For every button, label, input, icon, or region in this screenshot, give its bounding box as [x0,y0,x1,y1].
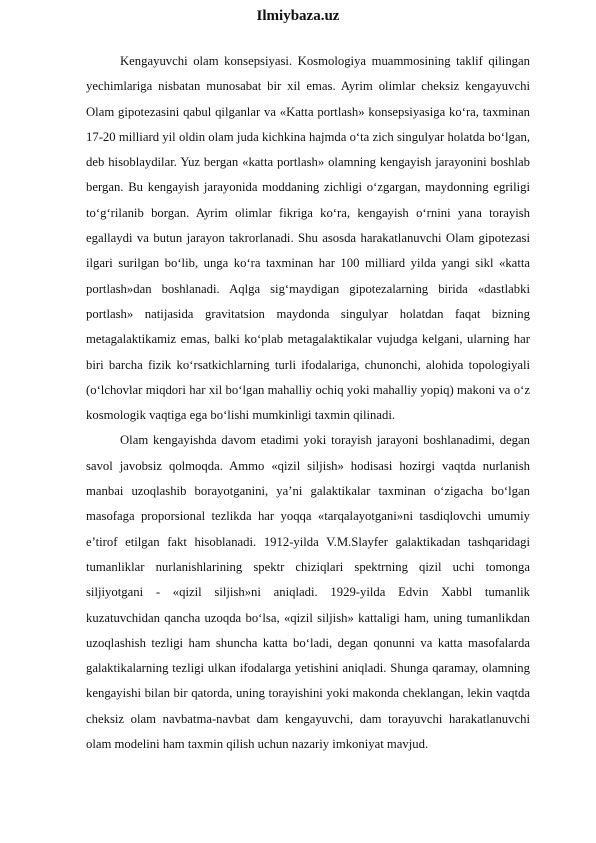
document-body [86,49,530,757]
paragraph-redshift: Olam kengayishda davom etadimi yoki torayish jarayoni boshlanadimi, degan savol javobsiz qolmoqda. Ammo «qizil siljish» hodisasi hozirgi vaqtda nurlanish manbai uzoqlashib borayotganini, ya’ni galaktikalar taxminan o‘zigacha bo‘lgan masofaga proporsional tezlikda har yoqqa «tarqalayotgani»ni tasdiqlovchi umumiy e’tirof etilgan fakt hisoblanadi. 1912-yilda V.M.Slayfer galaktikadan tashqaridagi tumanliklar nurlanishlarining spektr chiziqlari spektrning qizil uchi tomonga siljiyotgani - «qizil siljish»ni aniqladi. 1929-yilda Edvin Xabbl tumanlik kuzatuvchidan qancha uzoqda bo‘lsa, «qizil siljish» kattaligi ham, uning tumanlikdan uzoqlashish tezligi ham shuncha katta bo‘ladi, degan qonunni va katta masofalarda galaktikalarning tezligi ulkan ifodalarga yetishini aniqladi. Shunga qaramay, olamning kengayishi bilan bir qatorda, uning torayishini yoki makonda cheklangan, lekin vaqtda cheksiz olam navbatma-navbat dam kengayuvchi, dam torayuvchi harakatlanuvchi olam modelini ham taxmin qilish uchun nazariy imkoniyat mavjud. [86,433,530,752]
paragraph-expanding-universe: Kengayuvchi olam konsepsiyasi. Kosmologiya muammosining taklif qilingan yechimlariga nisbatan munosabat bir xil emas. Ayrim olimlar cheksiz kengayuvchi Olam gipotezasini qabul qilganlar va «Katta portlash» konsepsiyasiga ko‘ra, taxminan 17-20 milliard yil oldin olam juda kichkina hajmda o‘ta zich singulyar holatda bo‘lgan, deb hisoblaydilar. Yuz bergan «katta portlash» olamning kengayish jarayonini boshlab bergan. Bu kengayish jarayonida moddaning zichligi o‘zgargan, maydonning egriligi to‘g‘rilanib borgan. Ayrim olimlar fikriga ko‘ra, kengayish o‘rnini yana torayish egallaydi va butun jarayon takrorlanadi. Shu asosda harakatlanuvchi Olam gipotezasi ilgari surilgan bo‘lib, unga ko‘ra taxminan har 100 milliard yilda yangi sikl «katta portlash»dan boshlanadi. Aqlga sig‘maydigan gipotezalarning birida «dastlabki portlash» natijasida gravitatsion maydonda singulyar holatdan faqat bizning metagalaktikamiz emas, balki ko‘plab metagalaktikalar vujudga kelgani, ularning har biri barcha fizik ko‘rsatkichlarning turli ifodalariga, chunonchi, alohida topologiyali (o‘lchovlar miqdori har xil bo‘lgan mahalliy ochiq yoki mahalliy yopiq) makoni va o‘z kosmologik vaqtiga ega bo‘lishi mumkinligi taxmin qilinadi. [86,54,530,423]
site-title: Ilmiybaza.uz [256,8,340,24]
